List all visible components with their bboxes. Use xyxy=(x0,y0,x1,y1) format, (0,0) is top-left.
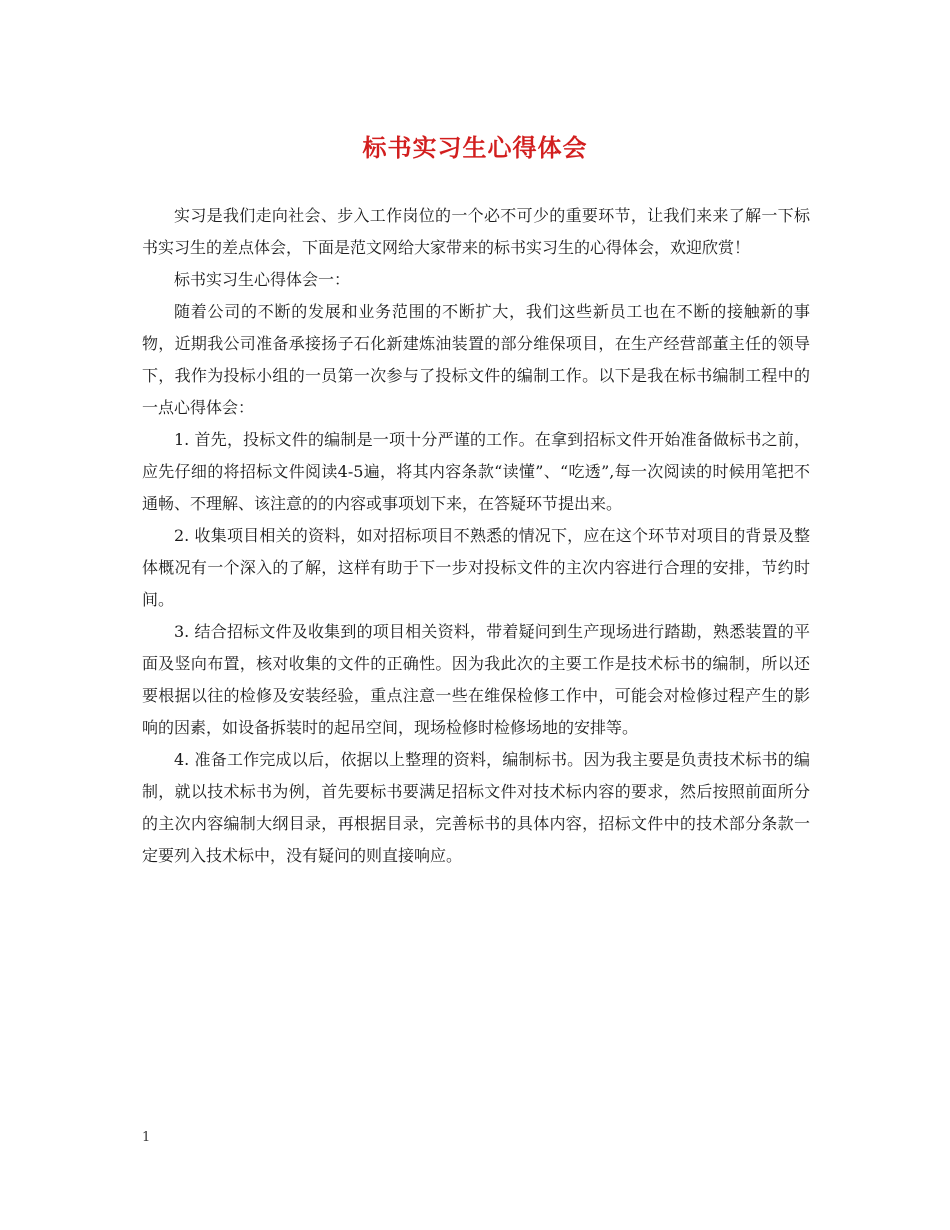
paragraph-section-heading: 标书实习生心得体会一： xyxy=(174,270,351,289)
paragraph-point-4: 4. 准备工作完成以后，依据以上整理的资料，编制标书。因为我主要是负责技术标书的编制，就以技术标书为例，首先要标书要满足招标文件对技术标内容的要求，然后按照前面所分的主次内容编制大纲目录，再根据目录，完善标书的具体内容，招标文件中的技术部分条款一定要列入技术标中，没有疑问的则直接响应。 xyxy=(142,750,810,865)
paragraph-point-1: 1. 首先，投标文件的编制是一项十分严谨的工作。在拿到招标文件开始准备做标书之前，应先仔细的将招标文件阅读4-5遍，将其内容条款“读懂”、“吃透”,每一次阅读的时候用笔把不通畅、不理解、该注意的的内容或事项划下来，在答疑环节提出来。 xyxy=(142,430,810,513)
paragraph-point-2: 2. 收集项目相关的资料，如对招标项目不熟悉的情况下，应在这个环节对项目的背景及整体概况有一个深入的了解，这样有助于下一步对投标文件的主次内容进行合理的安排，节约时间。 xyxy=(142,526,810,609)
document-body xyxy=(142,200,810,872)
paragraph-intro: 实习是我们走向社会、步入工作岗位的一个必不可少的重要环节，让我们来来了解一下标书实习生的差点体会，下面是范文网给大家带来的标书实习生的心得体会，欢迎欣赏！ xyxy=(142,206,810,257)
paragraph-point-3: 3. 结合招标文件及收集到的项目相关资料，带着疑问到生产现场进行踏勘，熟悉装置的平面及竖向布置，核对收集的文件的正确性。因为我此次的主要工作是技术标书的编制，所以还要根据以往的检修及安装经验，重点注意一些在维保检修工作中，可能会对检修过程产生的影响的因素，如设备拆装时的起吊空间，现场检修时检修场地的安排等。 xyxy=(142,622,810,737)
paragraph-background: 随着公司的不断的发展和业务范围的不断扩大，我们这些新员工也在不断的接触新的事物，近期我公司准备承接扬子石化新建炼油装置的部分维保项目，在生产经营部董主任的领导下，我作为投标小组的一员第一次参与了投标文件的编制工作。以下是我在标书编制工程中的一点心得体会： xyxy=(142,302,810,417)
page-number: 1 xyxy=(142,1130,151,1145)
document-title: 标书实习生心得体会 xyxy=(362,133,588,162)
